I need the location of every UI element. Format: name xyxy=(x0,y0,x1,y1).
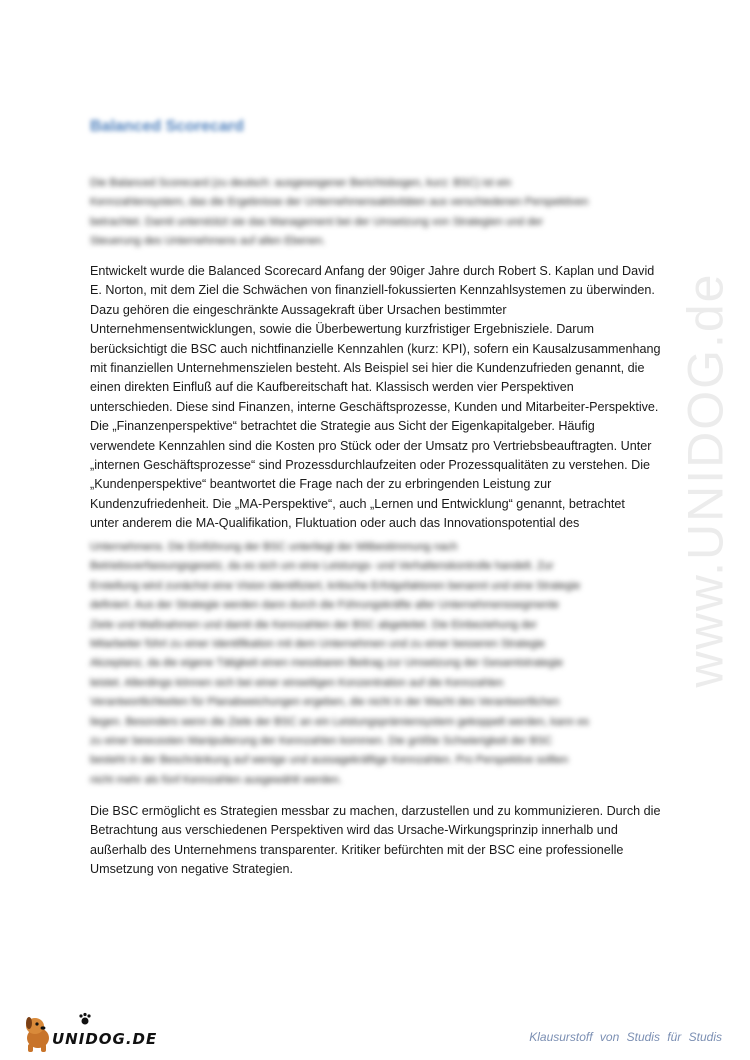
text-line: besteht in der Beschränkung auf wenige und aussagekräftige Kennzahlen. Pro Perspektive sollten xyxy=(90,754,569,767)
text-line: Die Balanced Scorecard (zu deutsch: ausgewogener Berichtsbogen, kurz: BSC) ist ein xyxy=(90,177,512,189)
text-line: Unternehmensentwicklungen, sowie die Überbewertung kurzfristiger Ergebnisziele. Darum xyxy=(90,322,594,337)
text-line: E. Norton, mit dem Ziel die Schwächen von finanziell-fokussierten Kennzahlsystemen zu überwinden. xyxy=(90,283,655,298)
text-line: Betrachtung aus verschiedenen Perspektiven wird das Ursache-Wirkungsprinzip innerhalb und xyxy=(90,823,618,838)
text-line: berücksichtigt die BSC auch nichtfinanzielle Kennzahlen (kurz: KPI), sofern ein Kausalzusammenhang xyxy=(90,341,661,356)
text-line: verwendete Kennzahlen sind die Kosten pro Stück oder der Umsatz pro Vertriebsbeauftragten. Unter xyxy=(90,438,652,453)
text-line: Unternehmens. Die Einführung der BSC unterliegt der Mitbestimmung nach xyxy=(90,541,458,553)
paragraph-implementation xyxy=(90,538,670,790)
text-line: unter anderem die MA-Qualifikation, Fluktuation oder auch das Innovationspotential des xyxy=(90,516,580,531)
unidog-logo xyxy=(22,1010,162,1054)
text-line: liegen. Besonders wenn die Ziele der BSC an ein Leistungsprämiensystem gekoppelt werden, kann es xyxy=(90,715,589,728)
text-line: unterschieden. Diese sind Finanzen, interne Geschäftsprozesse, Kunden und Mitarbeiter-Perspektive. xyxy=(90,399,659,414)
text-line: Kundenzufriedenheit. Die „MA-Perspektive“, auch „Lernen und Entwicklung“ genannt, betrachtet xyxy=(90,496,625,511)
document-title: Balanced Scorecard xyxy=(90,118,244,135)
paragraph-intro xyxy=(90,174,670,252)
text-line: mit finanziellen Unternehmenszielen besteht. Als Beispiel sei hier die Kundenzufrieden genannt, die xyxy=(90,361,645,376)
text-line: Betriebsverfassungsgesetz, da es sich um eine Leistungs- und Verhaltenskontrolle handelt. Zur xyxy=(90,560,554,573)
text-line: Mitarbeiter führt zu einer Identifikation mit dem Unternehmen und zu einer besseren Strategie xyxy=(90,638,545,651)
logo-text: UNIDOG.DE xyxy=(52,1030,158,1048)
text-line: betrachtet. Damit unterstützt sie das Management bei der Umsetzung von Strategien und der xyxy=(90,215,544,228)
paragraph-conclusion xyxy=(90,802,670,880)
text-line: „Kundenperspektive“ beantwortet die Frage nach der zu erbringenden Leistung zur xyxy=(90,477,552,492)
text-line: Die „Finanzenperspektive“ betrachtet die Strategie aus Sicht der Eigenkapitalgeber. Häufig xyxy=(90,419,595,434)
text-line: Dazu gehören die eingeschränkte Aussagekraft über Ursachen bestimmter xyxy=(90,302,507,317)
watermark xyxy=(660,210,750,750)
text-line: definiert. Aus der Strategie werden dann durch die Führungskräfte aller Unternehmenssegmente xyxy=(90,599,559,612)
text-line: Die BSC ermöglicht es Strategien messbar zu machen, darzustellen und zu kommunizieren. Durch die xyxy=(90,804,661,818)
footer-slogan: Klausurstoff von Studis für Studis xyxy=(529,1030,722,1044)
text-line: leistet. Allerdings können sich bei einer einseitigen Konzentration auf die Kennzahlen xyxy=(90,676,504,689)
text-line: Ziele und Maßnahmen und damit die Kennzahlen der BSC abgeleitet. Die Einbeziehung der xyxy=(90,618,538,631)
text-line: Kennzahlensystem, das die Ergebnisse der Unternehmensaktivitäten aus verschiedenen Perspektiven xyxy=(90,196,589,209)
watermark-text: www.UNIDOG.de xyxy=(677,272,733,688)
text-line: nicht mehr als fünf Kennzahlen ausgewählt werden. xyxy=(90,773,342,786)
text-line: Steuerung des Unternehmens auf allen Ebenen. xyxy=(90,235,326,248)
text-line: zu einer bewussten Manipulierung der Kennzahlen kommen. Die größte Schwierigkeit der BSC xyxy=(90,735,553,748)
text-line: „internen Geschäftsprozesse“ sind Prozessdurchlaufzeiten oder Prozessqualitäten zu verstehen. Die xyxy=(90,458,651,473)
text-line: Verantwortlichkeiten für Planabweichungen ergeben, die nicht in der Macht des Verantwortlichen xyxy=(90,696,560,709)
text-line: Entwickelt wurde die Balanced Scorecard Anfang der 90iger Jahre durch Robert S. Kaplan und David xyxy=(90,264,655,278)
text-line: einen direkten Einfluß auf die Kaufbereitschaft hat. Klassisch werden vier Perspektiven xyxy=(90,380,574,395)
text-line: außerhalb des Unternehmens transparenter. Kritiker befürchten mit der BSC eine professionelle xyxy=(90,842,624,857)
paw-icon xyxy=(78,1012,92,1026)
text-line: Umsetzung von negative Strategien. xyxy=(90,862,294,877)
text-line: Erstellung wird zunächst eine Vision identifiziert, kritische Erfolgsfaktoren benannt und eine Strategie xyxy=(90,579,581,592)
text-line: Akzeptanz, da die eigene Tätigkeit einen messbaren Beitrag zur Umsetzung der Gesamtstrategie xyxy=(90,657,564,670)
paragraph-history xyxy=(90,262,672,534)
